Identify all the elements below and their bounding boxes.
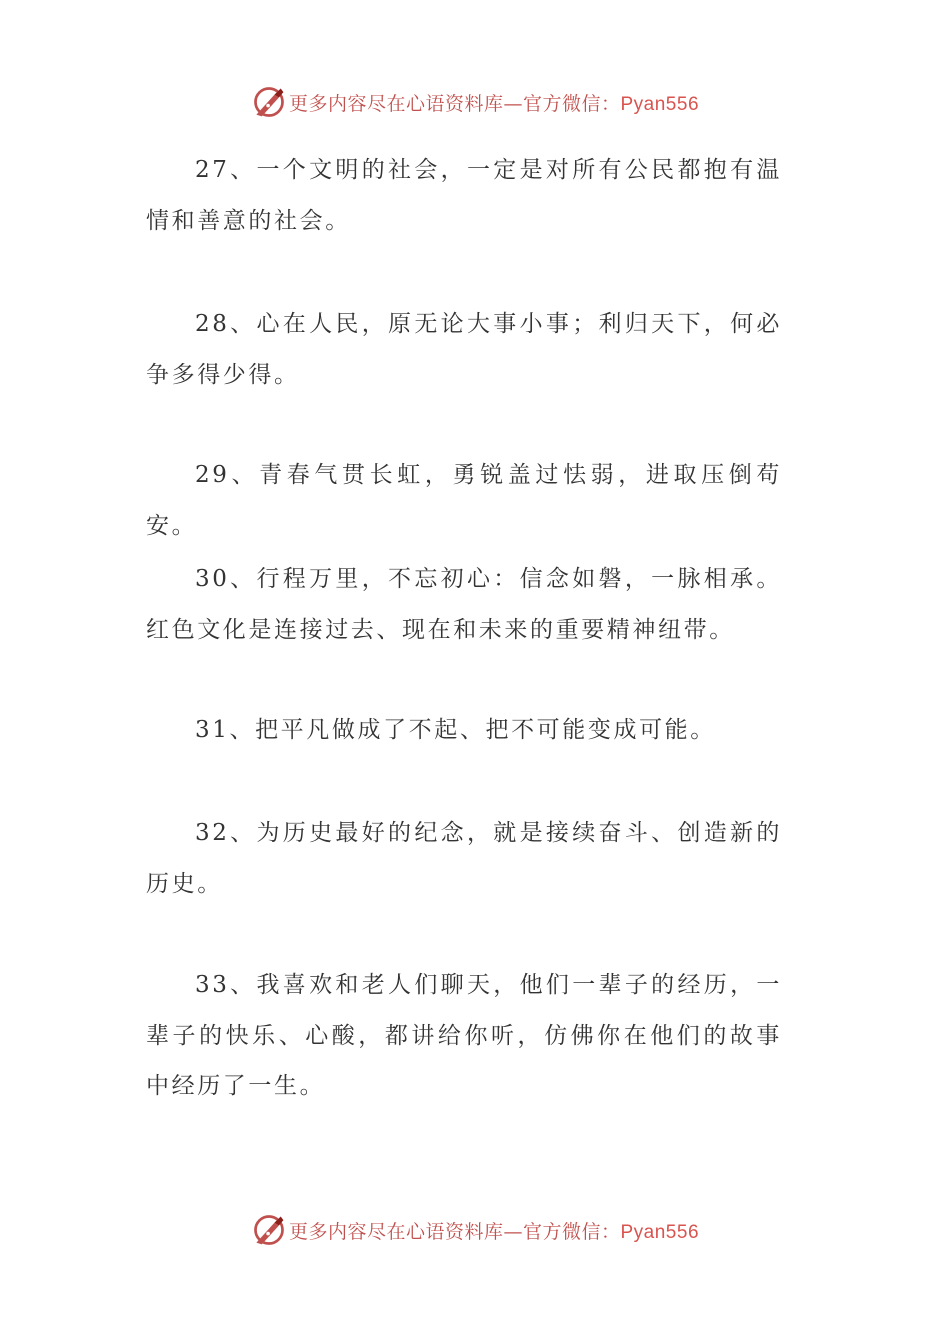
paragraph-31: 31、把平凡做成了不起、把不可能变成可能。 (195, 717, 716, 743)
header-banner (0, 82, 950, 122)
paragraph-29: 29、青春气贯长虹，勇锐盖过怯弱，进取压倒苟安。 (146, 462, 782, 539)
header-banner-id: Pyan556 (620, 93, 700, 115)
paragraph-27: 27、一个文明的社会，一定是对所有公民都抱有温情和善意的社会。 (146, 157, 782, 234)
footer-banner-id: Pyan556 (620, 1221, 700, 1243)
header-banner-text (289, 89, 699, 116)
footer-banner (0, 1210, 950, 1250)
paragraph-33: 33、我喜欢和老人们聊天，他们一辈子的经历，一辈子的快乐、心酸，都讲给你听，仿佛你在他们的故事中经历了一生。 (146, 972, 782, 1099)
pen-nib-logo-icon (251, 84, 287, 120)
footer-banner-cn: 更多内容尽在心语资料库—官方微信： (288, 1220, 621, 1243)
paragraph-32: 32、为历史最好的纪念，就是接续奋斗、创造新的历史。 (146, 820, 782, 897)
pen-nib-logo-icon (251, 1212, 287, 1248)
paragraph-30: 30、行程万里，不忘初心：信念如磐，一脉相承。红色文化是连接过去、现在和未来的重要精神纽带。 (146, 566, 782, 643)
paragraph-28: 28、心在人民，原无论大事小事；利归天下，何必争多得少得。 (146, 311, 782, 388)
footer-banner-text (289, 1217, 699, 1244)
header-banner-cn: 更多内容尽在心语资料库—官方微信： (288, 92, 621, 115)
